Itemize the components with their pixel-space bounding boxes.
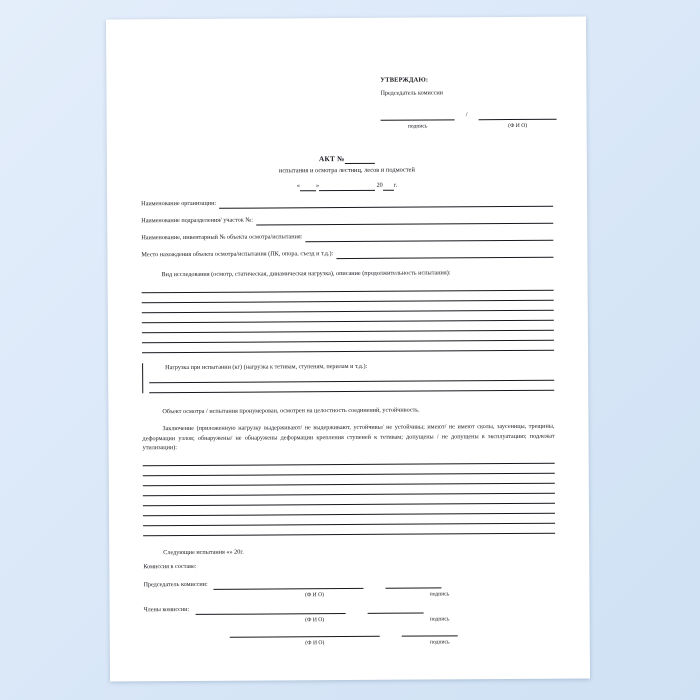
approval-fio-line[interactable] [479, 111, 557, 120]
approval-signature-line[interactable] [381, 111, 455, 120]
write-line[interactable] [149, 380, 554, 392]
field-object-name-input[interactable] [305, 233, 553, 243]
commission-captions-member-2 [144, 636, 556, 649]
date-year-blank[interactable] [383, 183, 394, 191]
field-subdivision [141, 214, 553, 227]
page-title [141, 153, 553, 166]
caption-fio: (Ф И О) [305, 616, 325, 623]
commission-fio-input-member-1[interactable] [195, 606, 345, 615]
caption-fio: (Ф И О) [304, 591, 325, 598]
commission-captions-member-1 [144, 613, 556, 626]
field-organization-label: Наименование организации: [141, 199, 217, 208]
approval-signature-row [381, 110, 557, 121]
commission-role-members: Члены комиссии: [143, 605, 190, 613]
act-subtitle: испытания и осмотра лестниц, лесов и подмостей [278, 166, 415, 175]
next-test-label: Следующие испытания [163, 548, 225, 556]
caption-signature: подпись [429, 615, 450, 623]
commission-signature-input-member-2[interactable] [402, 628, 458, 636]
inspection-type-lines [142, 280, 554, 353]
caption-fio: (Ф И О) [305, 639, 325, 646]
date-day-blank[interactable] [300, 183, 316, 191]
next-test-row [143, 545, 555, 558]
document-page [106, 17, 590, 682]
commission-role-chairman: Председатель комиссии: [143, 580, 208, 588]
field-subdivision-label: Наименование подразделения/ участок №: [141, 216, 253, 225]
field-object-location-input[interactable] [336, 250, 553, 259]
numbering-text: Объект осмотра / испытания пронумерован, осмотрен на целостность соединений, устойчивость. [162, 406, 420, 415]
inspection-type-text: Вид исследования (осмотр, статическая, динамическая нагрузка), описание (продолжительность испытания): [161, 269, 451, 279]
field-object-location [141, 248, 553, 261]
approval-slash: / [465, 111, 468, 119]
commission-heading: Комиссия в составе: [143, 562, 197, 570]
write-line[interactable] [142, 340, 554, 353]
field-object-location-label: Место нахождения объекта осмотра/испытания (ПК, опора, съезд и т.д.): [141, 250, 334, 259]
document-content [140, 75, 555, 649]
write-line[interactable] [143, 523, 555, 536]
approval-block [380, 75, 552, 99]
page-inner [106, 17, 590, 682]
commission-signature-input-member-1[interactable] [367, 605, 423, 613]
act-date-row [141, 180, 553, 193]
next-test-quote-close: » [229, 548, 233, 556]
conclusion-text: Заключение (приложенную нагрузку выдерживают/ не выдерживают, устойчивы/ не устойчивы; имеют/ не имеют сколы, заусеницы, трещины, деформации узлов; обнаружены/ не обнаружены деформации крепления ступеней к тетивам; допущены / не допущены в эксплуатацию; подлежат утилизации): [142, 422, 555, 452]
act-number-blank[interactable] [345, 156, 375, 164]
commission-signature-input-chairman[interactable] [386, 580, 442, 588]
field-object-name-label: Наименование, инвентарный № объекта осмотра/испытания: [141, 233, 303, 242]
conclusion-lines [143, 453, 555, 536]
commission-fio-input-chairman[interactable] [214, 580, 364, 589]
caption-signature: подпись [430, 638, 450, 646]
date-quote-close: » [315, 182, 320, 190]
commission-captions-chairman [143, 588, 555, 601]
field-organization-input[interactable] [219, 199, 553, 209]
load-text: Нагрузка при испытании (кг) (нагрузка к тетивам, ступеням, перилам и т.д.): [165, 362, 368, 371]
field-organization [141, 197, 553, 210]
field-subdivision-input[interactable] [256, 216, 553, 226]
caption-signature: подпись [429, 590, 450, 598]
commission-fio-input-member-2[interactable] [230, 628, 380, 637]
load-section [142, 360, 554, 393]
approval-subtitle: Председатель комиссии [380, 89, 443, 97]
next-test-year-suffix: г. [240, 548, 244, 556]
approval-caption-signature: подпись [407, 123, 428, 130]
approval-captions [381, 121, 557, 132]
date-year-prefix: 20 [376, 181, 383, 189]
next-test-year-prefix: 20 [234, 548, 241, 556]
act-word: АКТ № [318, 155, 345, 164]
approval-caption-fio: (Ф И О) [508, 122, 528, 130]
date-year-suffix: г. [393, 181, 398, 189]
next-test-quote-open: « [226, 548, 230, 556]
date-month-blank[interactable] [319, 183, 375, 191]
field-object-name [141, 231, 553, 244]
approval-title: УТВЕРЖДАЮ: [380, 76, 429, 84]
document-title-block [141, 153, 553, 178]
date-quote-open: « [296, 182, 300, 190]
